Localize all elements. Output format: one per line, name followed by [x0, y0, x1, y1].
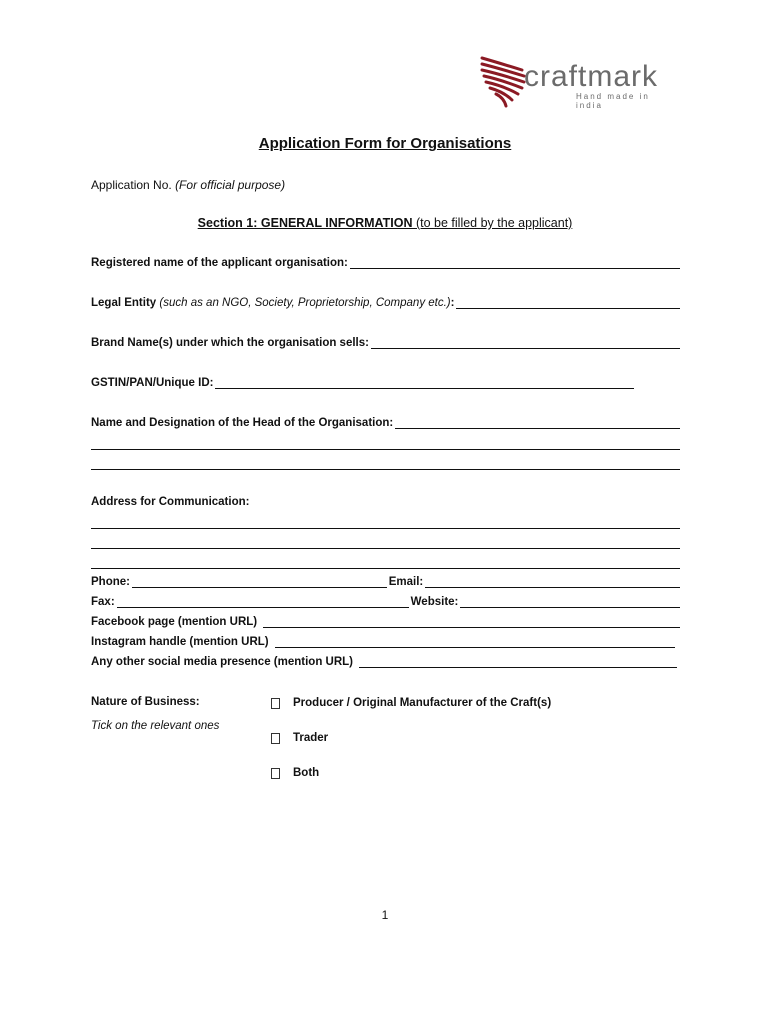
legal-entity-hint: (such as an NGO, Society, Proprietorship, Company etc.): [159, 297, 451, 309]
facebook-label: Facebook page (mention URL): [91, 616, 258, 628]
email-field[interactable]: [425, 575, 680, 588]
section-heading-title: Section 1: GENERAL INFORMATION: [197, 216, 413, 230]
section-heading: [0, 216, 770, 230]
section-heading-note: (to be filled by the applicant): [415, 216, 573, 230]
phone-email-row: [91, 575, 680, 588]
legal-entity-label: Legal Entity: [91, 297, 157, 309]
head-extra-line[interactable]: [91, 469, 680, 470]
option-both-label: Both: [293, 767, 320, 779]
option-trader-label: Trader: [293, 732, 329, 744]
instagram-field[interactable]: [275, 635, 675, 648]
address-label: Address for Communication:: [91, 496, 250, 508]
email-label: Email:: [388, 576, 424, 588]
brand-names-row: [91, 336, 680, 349]
brand-names-label: Brand Name(s) under which the organisation sells:: [91, 337, 369, 349]
option-producer-label: Producer / Original Manufacturer of the Craft(s): [293, 697, 552, 709]
application-number-label: Application No.: [91, 178, 172, 192]
option-producer[interactable]: [271, 697, 551, 709]
website-field[interactable]: [460, 595, 680, 608]
other-social-field[interactable]: [359, 655, 677, 668]
head-label: Name and Designation of the Head of the Organisation:: [91, 417, 394, 429]
phone-field[interactable]: [132, 575, 387, 588]
facebook-row: [91, 615, 680, 628]
checkbox-icon[interactable]: [271, 768, 280, 779]
gstin-row: [91, 376, 634, 389]
application-number: [91, 178, 285, 192]
head-row: [91, 416, 680, 429]
legal-entity-row: [91, 296, 680, 309]
facebook-field[interactable]: [263, 615, 680, 628]
head-field[interactable]: [395, 416, 680, 429]
checkbox-icon[interactable]: [271, 698, 280, 709]
form-title: Application Form for Organisations: [258, 135, 512, 152]
brand-tagline: Hand made in india: [576, 92, 650, 110]
registered-name-field[interactable]: [350, 256, 680, 269]
checkbox-icon[interactable]: [271, 733, 280, 744]
brand-wordmark: craftmark: [524, 60, 659, 93]
craftmark-logo: [476, 52, 676, 112]
registered-name-label: Registered name of the applicant organisation:: [91, 257, 348, 269]
address-line[interactable]: [91, 528, 680, 529]
address-line[interactable]: [91, 568, 680, 569]
instagram-label: Instagram handle (mention URL): [91, 636, 269, 648]
brand-names-field[interactable]: [371, 336, 680, 349]
fax-website-row: [91, 595, 680, 608]
legal-entity-field[interactable]: [456, 296, 680, 309]
leaf-emblem-icon: [476, 52, 530, 110]
instagram-row: [91, 635, 675, 648]
address-line[interactable]: [91, 548, 680, 549]
gstin-field[interactable]: [215, 376, 634, 389]
fax-label: Fax:: [91, 596, 115, 608]
registered-name-row: [91, 256, 680, 269]
head-extra-line[interactable]: [91, 449, 680, 450]
website-label: Website:: [410, 596, 459, 608]
page-number: 1: [381, 908, 389, 922]
gstin-label: GSTIN/PAN/Unique ID:: [91, 377, 214, 389]
address-row: [91, 496, 680, 508]
nature-of-business-label: Nature of Business:: [91, 696, 200, 708]
option-both[interactable]: [271, 767, 319, 779]
option-trader[interactable]: [271, 732, 328, 744]
other-social-row: [91, 655, 677, 668]
nature-of-business-hint: Tick on the relevant ones: [91, 720, 220, 732]
fax-field[interactable]: [117, 595, 409, 608]
other-social-label: Any other social media presence (mention URL): [91, 656, 354, 668]
application-number-note: (For official purpose): [175, 178, 286, 192]
phone-label: Phone:: [91, 576, 130, 588]
legal-entity-colon: :: [450, 297, 455, 309]
